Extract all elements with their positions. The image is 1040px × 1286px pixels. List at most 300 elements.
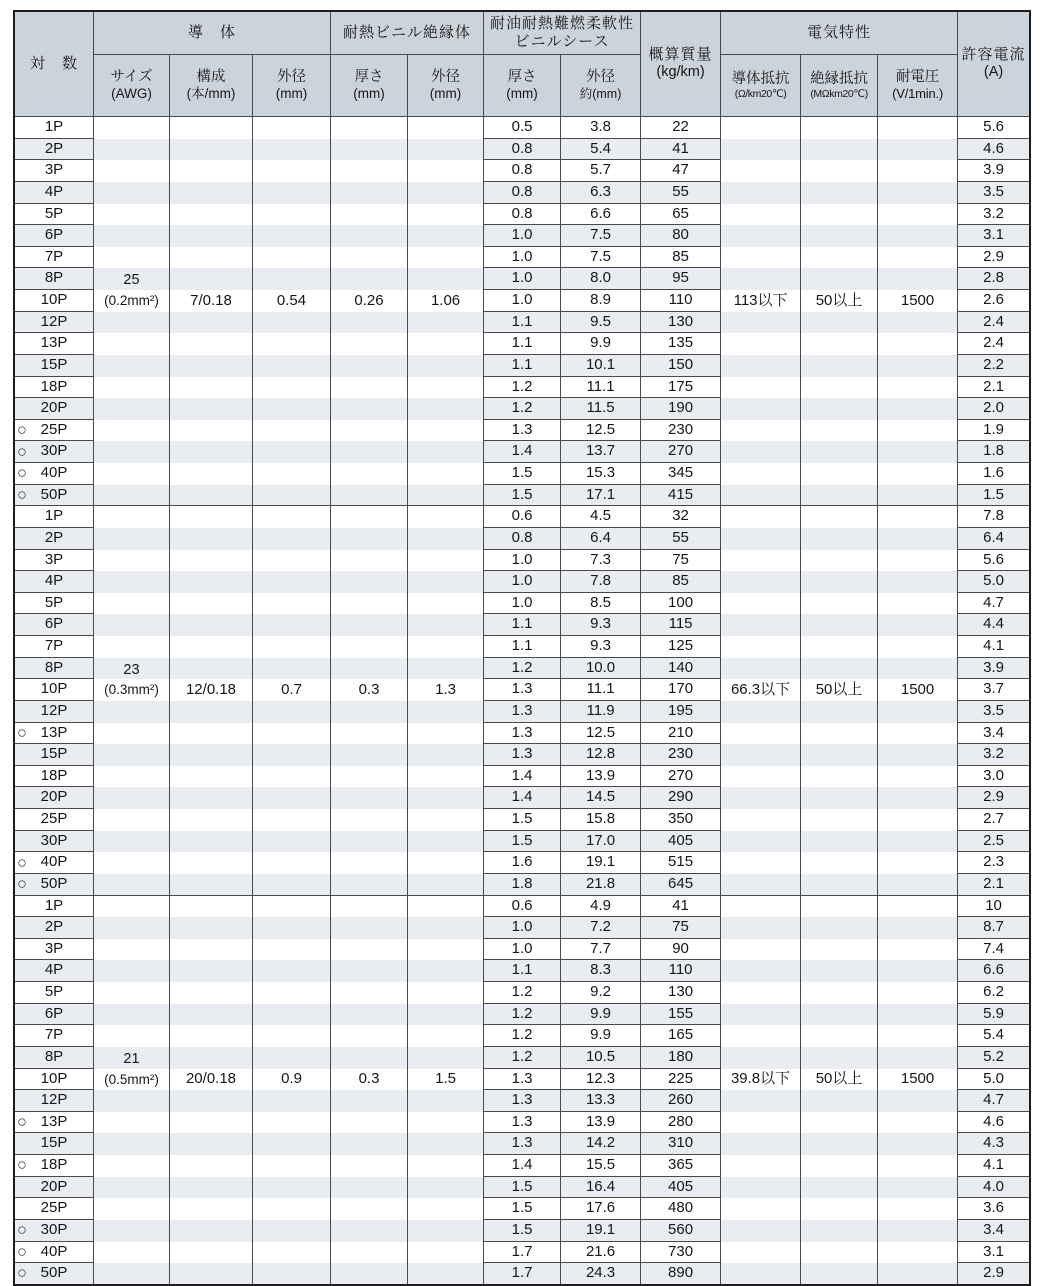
sheath-od-cell: 14.2 [561, 1133, 641, 1155]
mass-cell: 480 [641, 1198, 721, 1220]
conductor-resistance-cell [721, 268, 801, 290]
header-construction: 構成 (本/mm) [170, 55, 253, 117]
sheath-thickness-cell: 1.5 [484, 1198, 561, 1220]
insulation-thickness-cell [331, 117, 408, 139]
sheath-od-cell: 9.5 [561, 312, 641, 334]
pair-count-label: 15P [40, 745, 68, 763]
circle-mark-icon: ○ [17, 1220, 27, 1239]
conductor-size-cell [94, 139, 170, 161]
pair-count-cell [15, 1112, 94, 1134]
allowable-current-cell: 2.5 [958, 831, 1029, 853]
sheath-od-cell: 21.6 [561, 1242, 641, 1264]
withstand-voltage-cell [878, 982, 958, 1004]
sheath-od-cell: 15.3 [561, 463, 641, 485]
conductor-construction-cell [170, 333, 253, 355]
conductor-size-cell [94, 1004, 170, 1026]
sheath-od-cell: 17.6 [561, 1198, 641, 1220]
conductor-size-cell [94, 852, 170, 874]
pair-count-cell [15, 1090, 94, 1112]
conductor-od-cell [253, 723, 331, 745]
conductor-construction-cell [170, 268, 253, 290]
conductor-od-cell [253, 398, 331, 420]
conductor-resistance-cell: 39.8以下 [721, 1069, 801, 1091]
insulation-resistance-cell [801, 1177, 878, 1199]
mass-cell: 405 [641, 1177, 721, 1199]
pair-count-cell [15, 874, 94, 896]
sheath-thickness-cell: 1.3 [484, 701, 561, 723]
pair-count-cell [15, 1047, 94, 1069]
insulation-resistance-cell [801, 1242, 878, 1264]
sheath-thickness-cell: 1.7 [484, 1263, 561, 1284]
insulation-od-cell [408, 614, 484, 636]
insulation-thickness-cell [331, 636, 408, 658]
allowable-current-cell: 5.0 [958, 1069, 1029, 1091]
pair-count-label: 18P [40, 1156, 68, 1173]
insulation-resistance-cell: 50以上 [801, 1069, 878, 1091]
sheath-od-cell: 13.7 [561, 441, 641, 463]
sheath-od-cell: 9.9 [561, 1025, 641, 1047]
insulation-thickness-cell [331, 1242, 408, 1264]
withstand-voltage-cell [878, 896, 958, 918]
insulation-od-cell [408, 1177, 484, 1199]
sheath-thickness-cell: 1.3 [484, 1133, 561, 1155]
pair-count-label: 8P [44, 658, 64, 676]
insulation-resistance-cell [801, 139, 878, 161]
withstand-voltage-cell [878, 333, 958, 355]
conductor-od-cell [253, 571, 331, 593]
insulation-od-cell [408, 139, 484, 161]
mass-cell: 110 [641, 960, 721, 982]
sheath-thickness-cell: 1.2 [484, 658, 561, 680]
pair-count-label: 20P [40, 1177, 68, 1195]
sheath-thickness-cell: 1.4 [484, 1155, 561, 1177]
allowable-current-cell: 4.7 [958, 593, 1029, 615]
conductor-resistance-cell [721, 1177, 801, 1199]
sheath-thickness-cell: 1.0 [484, 225, 561, 247]
insulation-od-cell [408, 247, 484, 269]
pair-count-label: 50P [40, 485, 68, 503]
header-group-row [15, 12, 1029, 55]
allowable-current-cell: 5.2 [958, 1047, 1029, 1069]
withstand-voltage-cell [878, 550, 958, 572]
insulation-resistance-cell [801, 852, 878, 874]
sheath-thickness-cell: 1.2 [484, 982, 561, 1004]
conductor-od-cell [253, 766, 331, 788]
allowable-current-cell: 1.5 [958, 485, 1029, 507]
insulation-thickness-cell [331, 204, 408, 226]
spec-row [15, 1069, 1029, 1091]
insulation-thickness-cell [331, 1263, 408, 1284]
allowable-current-cell: 2.2 [958, 355, 1029, 377]
mass-cell: 32 [641, 506, 721, 528]
pair-count-label: 1P [44, 507, 64, 525]
insulation-thickness-cell [331, 1177, 408, 1199]
pair-count-cell [15, 636, 94, 658]
insulation-resistance-cell [801, 1004, 878, 1026]
conductor-od-cell [253, 1133, 331, 1155]
insulation-thickness-cell [331, 1133, 408, 1155]
conductor-resistance-cell [721, 571, 801, 593]
circle-mark-icon: ○ [17, 853, 27, 872]
insulation-thickness-cell [331, 1220, 408, 1242]
pair-count-cell [15, 809, 94, 831]
insulation-thickness-cell [331, 1004, 408, 1026]
insulation-resistance-cell [801, 117, 878, 139]
insulation-resistance-cell [801, 766, 878, 788]
mass-cell: 270 [641, 766, 721, 788]
allowable-current-cell: 5.6 [958, 117, 1029, 139]
conductor-resistance-cell [721, 939, 801, 961]
mass-cell: 260 [641, 1090, 721, 1112]
allowable-current-cell: 4.6 [958, 1112, 1029, 1134]
withstand-voltage-cell [878, 355, 958, 377]
insulation-thickness-cell [331, 701, 408, 723]
spec-row [15, 377, 1029, 399]
pair-count-label: 30P [40, 442, 68, 460]
conductor-size-cell [94, 809, 170, 831]
conductor-construction-cell [170, 852, 253, 874]
conductor-od-cell [253, 1263, 331, 1284]
header-mass-line1: 概算質量 [648, 46, 713, 64]
insulation-od-cell [408, 485, 484, 507]
insulation-od-cell [408, 160, 484, 182]
conductor-resistance-cell [721, 204, 801, 226]
insulation-resistance-cell [801, 1220, 878, 1242]
pair-count-cell [15, 225, 94, 247]
insulation-resistance-cell [801, 355, 878, 377]
conductor-od-cell [253, 268, 331, 290]
conductor-od-cell: 0.54 [253, 290, 331, 312]
conductor-construction-cell [170, 809, 253, 831]
withstand-voltage-cell [878, 787, 958, 809]
header-size: サイズ (AWG) [94, 55, 170, 117]
spec-row [15, 290, 1029, 312]
spec-row [15, 117, 1029, 139]
insulation-resistance-cell [801, 571, 878, 593]
conductor-resistance-cell [721, 1047, 801, 1069]
conductor-od-cell [253, 139, 331, 161]
conductor-od-cell [253, 312, 331, 334]
insulation-od-cell [408, 204, 484, 226]
conductor-od-cell [253, 701, 331, 723]
conductor-size-cell [94, 1198, 170, 1220]
allowable-current-cell: 3.2 [958, 204, 1029, 226]
insulation-resistance-cell [801, 506, 878, 528]
sheath-thickness-cell: 1.4 [484, 766, 561, 788]
withstand-voltage-cell: 1500 [878, 679, 958, 701]
withstand-voltage-cell [878, 225, 958, 247]
pair-count-label: 18P [40, 766, 68, 784]
pair-count-cell [15, 744, 94, 766]
insulation-thickness-cell [331, 744, 408, 766]
conductor-od-cell [253, 485, 331, 507]
insulation-od-cell [408, 1112, 484, 1134]
conductor-construction-cell: 7/0.18 [170, 290, 253, 312]
pair-count-cell [15, 312, 94, 334]
mass-cell: 290 [641, 787, 721, 809]
withstand-voltage-cell [878, 463, 958, 485]
pair-count-cell [15, 1220, 94, 1242]
pair-count-cell [15, 528, 94, 550]
conductor-size-cell [94, 377, 170, 399]
conductor-od-cell [253, 852, 331, 874]
sheath-thickness-cell: 1.1 [484, 355, 561, 377]
insulation-od-cell [408, 225, 484, 247]
insulation-resistance-cell [801, 1198, 878, 1220]
conductor-od-cell: 0.9 [253, 1069, 331, 1091]
sheath-thickness-cell: 1.1 [484, 614, 561, 636]
insulation-resistance-cell [801, 614, 878, 636]
conductor-construction-cell [170, 766, 253, 788]
conductor-construction-cell [170, 139, 253, 161]
spec-row [15, 139, 1029, 161]
insulation-resistance-cell [801, 268, 878, 290]
pair-count-cell [15, 506, 94, 528]
insulation-od-cell [408, 1090, 484, 1112]
pair-count-label: 5P [44, 983, 64, 1000]
conductor-resistance-cell [721, 1004, 801, 1026]
conductor-resistance-cell [721, 917, 801, 939]
sheath-thickness-cell: 0.6 [484, 506, 561, 528]
conductor-od-cell [253, 550, 331, 572]
sheath-thickness-cell: 1.0 [484, 939, 561, 961]
pair-count-cell [15, 593, 94, 615]
conductor-od-cell [253, 420, 331, 442]
conductor-size-cell [94, 225, 170, 247]
conductor-size-cell [94, 160, 170, 182]
insulation-od-cell [408, 377, 484, 399]
conductor-od-cell [253, 982, 331, 1004]
spec-row [15, 420, 1029, 442]
insulation-od-cell [408, 766, 484, 788]
withstand-voltage-cell [878, 960, 958, 982]
sheath-od-cell: 4.9 [561, 896, 641, 918]
insulation-thickness-cell [331, 831, 408, 853]
sheath-od-cell: 8.9 [561, 290, 641, 312]
insulation-thickness-cell [331, 896, 408, 918]
sheath-thickness-cell: 1.3 [484, 723, 561, 745]
insulation-thickness-cell [331, 1112, 408, 1134]
mass-cell: 130 [641, 312, 721, 334]
spec-row [15, 1004, 1029, 1026]
pair-count-label: 10P [40, 680, 68, 698]
insulation-thickness-cell [331, 312, 408, 334]
conductor-od-cell [253, 939, 331, 961]
pair-count-label: 40P [40, 853, 68, 871]
conductor-size-cell [94, 939, 170, 961]
allowable-current-cell: 6.6 [958, 960, 1029, 982]
insulation-resistance-cell [801, 787, 878, 809]
insulation-thickness-cell [331, 441, 408, 463]
pair-count-cell [15, 355, 94, 377]
spec-row [15, 225, 1029, 247]
mass-cell: 170 [641, 679, 721, 701]
sheath-thickness-cell: 0.8 [484, 160, 561, 182]
allowable-current-cell: 5.4 [958, 1025, 1029, 1047]
conductor-resistance-cell [721, 225, 801, 247]
conductor-resistance-cell [721, 117, 801, 139]
insulation-resistance-cell [801, 463, 878, 485]
conductor-construction-cell [170, 1090, 253, 1112]
insulation-thickness-cell [331, 1090, 408, 1112]
pair-count-cell [15, 182, 94, 204]
insulation-od-cell [408, 1047, 484, 1069]
mass-cell: 195 [641, 701, 721, 723]
sheath-thickness-cell: 1.0 [484, 593, 561, 615]
conductor-resistance-cell [721, 809, 801, 831]
conductor-size-cell [94, 528, 170, 550]
conductor-size-cell [94, 723, 170, 745]
allowable-current-cell: 2.1 [958, 874, 1029, 896]
insulation-resistance-cell [801, 485, 878, 507]
sheath-thickness-cell: 1.4 [484, 441, 561, 463]
sheath-od-cell: 8.0 [561, 268, 641, 290]
insulation-od-cell [408, 1220, 484, 1242]
mass-cell: 110 [641, 290, 721, 312]
header-sub-row [15, 55, 1029, 117]
sheath-thickness-cell: 1.5 [484, 1177, 561, 1199]
conductor-od-cell [253, 636, 331, 658]
mass-cell: 415 [641, 485, 721, 507]
cable-spec-table [13, 10, 1031, 1286]
allowable-current-cell: 2.9 [958, 247, 1029, 269]
insulation-od-cell [408, 420, 484, 442]
pair-count-cell [15, 787, 94, 809]
insulation-resistance-cell: 50以上 [801, 290, 878, 312]
allowable-current-cell: 5.9 [958, 1004, 1029, 1026]
pair-count-cell [15, 679, 94, 701]
conductor-od-cell [253, 1198, 331, 1220]
conductor-resistance-cell [721, 528, 801, 550]
insulation-od-cell [408, 960, 484, 982]
spec-row [15, 636, 1029, 658]
sheath-od-cell: 7.3 [561, 550, 641, 572]
insulation-thickness-cell [331, 420, 408, 442]
insulation-resistance-cell [801, 247, 878, 269]
conductor-resistance-cell [721, 874, 801, 896]
spec-row [15, 614, 1029, 636]
spec-row [15, 1155, 1029, 1177]
conductor-construction-cell: 12/0.18 [170, 679, 253, 701]
conductor-size-cell [94, 204, 170, 226]
pair-count-cell [15, 701, 94, 723]
conductor-size-cell [94, 1177, 170, 1199]
insulation-thickness-cell [331, 355, 408, 377]
sheath-od-cell: 7.2 [561, 917, 641, 939]
conductor-construction-cell [170, 550, 253, 572]
insulation-thickness-cell [331, 550, 408, 572]
conductor-resistance-cell [721, 463, 801, 485]
insulation-od-cell [408, 701, 484, 723]
conductor-size-cell [94, 593, 170, 615]
spec-row [15, 1090, 1029, 1112]
pair-count-label: 8P [44, 269, 64, 287]
sheath-od-cell: 15.8 [561, 809, 641, 831]
sheath-od-cell: 9.2 [561, 982, 641, 1004]
withstand-voltage-cell [878, 658, 958, 680]
conductor-construction-cell [170, 831, 253, 853]
withstand-voltage-cell [878, 506, 958, 528]
sheath-od-cell: 8.3 [561, 960, 641, 982]
sheath-thickness-cell: 1.1 [484, 636, 561, 658]
mass-cell: 405 [641, 831, 721, 853]
header-conductor-resistance: 導体抵抗 (Ω/km20℃) [721, 55, 801, 117]
allowable-current-cell: 1.6 [958, 463, 1029, 485]
header-sheath-group: 耐油耐熱難燃柔軟性ビニルシース [484, 12, 641, 55]
withstand-voltage-cell [878, 723, 958, 745]
conductor-resistance-cell [721, 658, 801, 680]
conductor-construction-cell [170, 636, 253, 658]
conductor-construction-cell [170, 506, 253, 528]
pair-count-cell [15, 766, 94, 788]
pair-count-label: 5P [44, 593, 64, 611]
sheath-thickness-cell: 1.2 [484, 1004, 561, 1026]
conductor-size-cell [94, 550, 170, 572]
withstand-voltage-cell [878, 766, 958, 788]
conductor-construction-cell [170, 420, 253, 442]
pair-count-cell [15, 398, 94, 420]
pair-count-label: 4P [44, 961, 64, 979]
sheath-od-cell: 7.7 [561, 939, 641, 961]
conductor-size-cell [94, 1112, 170, 1134]
pair-count-label: 3P [44, 939, 64, 957]
sheath-od-cell: 4.5 [561, 506, 641, 528]
insulation-thickness-cell [331, 939, 408, 961]
insulation-od-cell [408, 528, 484, 550]
sheath-od-cell: 9.3 [561, 636, 641, 658]
pair-count-label: 15P [40, 1134, 68, 1152]
conductor-construction-cell [170, 1112, 253, 1134]
sheath-od-cell: 12.5 [561, 420, 641, 442]
insulation-thickness-cell [331, 766, 408, 788]
pair-count-cell [15, 982, 94, 1004]
pair-count-label: 3P [44, 550, 64, 568]
sheath-od-cell: 3.8 [561, 117, 641, 139]
allowable-current-cell: 3.0 [958, 766, 1029, 788]
withstand-voltage-cell [878, 1133, 958, 1155]
withstand-voltage-cell [878, 377, 958, 399]
conductor-size-cell [94, 1242, 170, 1264]
mass-cell: 55 [641, 182, 721, 204]
insulation-resistance-cell [801, 528, 878, 550]
pair-count-cell [15, 1242, 94, 1264]
conductor-construction-cell [170, 701, 253, 723]
sheath-od-cell: 6.4 [561, 528, 641, 550]
conductor-od-cell [253, 1025, 331, 1047]
conductor-resistance-cell [721, 896, 801, 918]
insulation-od-cell [408, 441, 484, 463]
allowable-current-cell: 8.7 [958, 917, 1029, 939]
conductor-od-cell [253, 1090, 331, 1112]
header-mass [641, 12, 721, 117]
conductor-resistance-cell [721, 723, 801, 745]
mass-cell: 230 [641, 744, 721, 766]
table-body [15, 117, 1029, 1284]
conductor-od-cell [253, 463, 331, 485]
pair-count-cell [15, 139, 94, 161]
insulation-resistance-cell [801, 744, 878, 766]
insulation-od-cell [408, 658, 484, 680]
sheath-od-cell: 9.3 [561, 614, 641, 636]
sheath-od-cell: 11.5 [561, 398, 641, 420]
sheath-thickness-cell: 1.5 [484, 831, 561, 853]
allowable-current-cell: 2.8 [958, 268, 1029, 290]
mass-cell: 165 [641, 1025, 721, 1047]
insulation-resistance-cell [801, 809, 878, 831]
conductor-construction-cell [170, 160, 253, 182]
pair-count-label: 4P [44, 572, 64, 590]
pair-count-label: 50P [40, 874, 68, 892]
